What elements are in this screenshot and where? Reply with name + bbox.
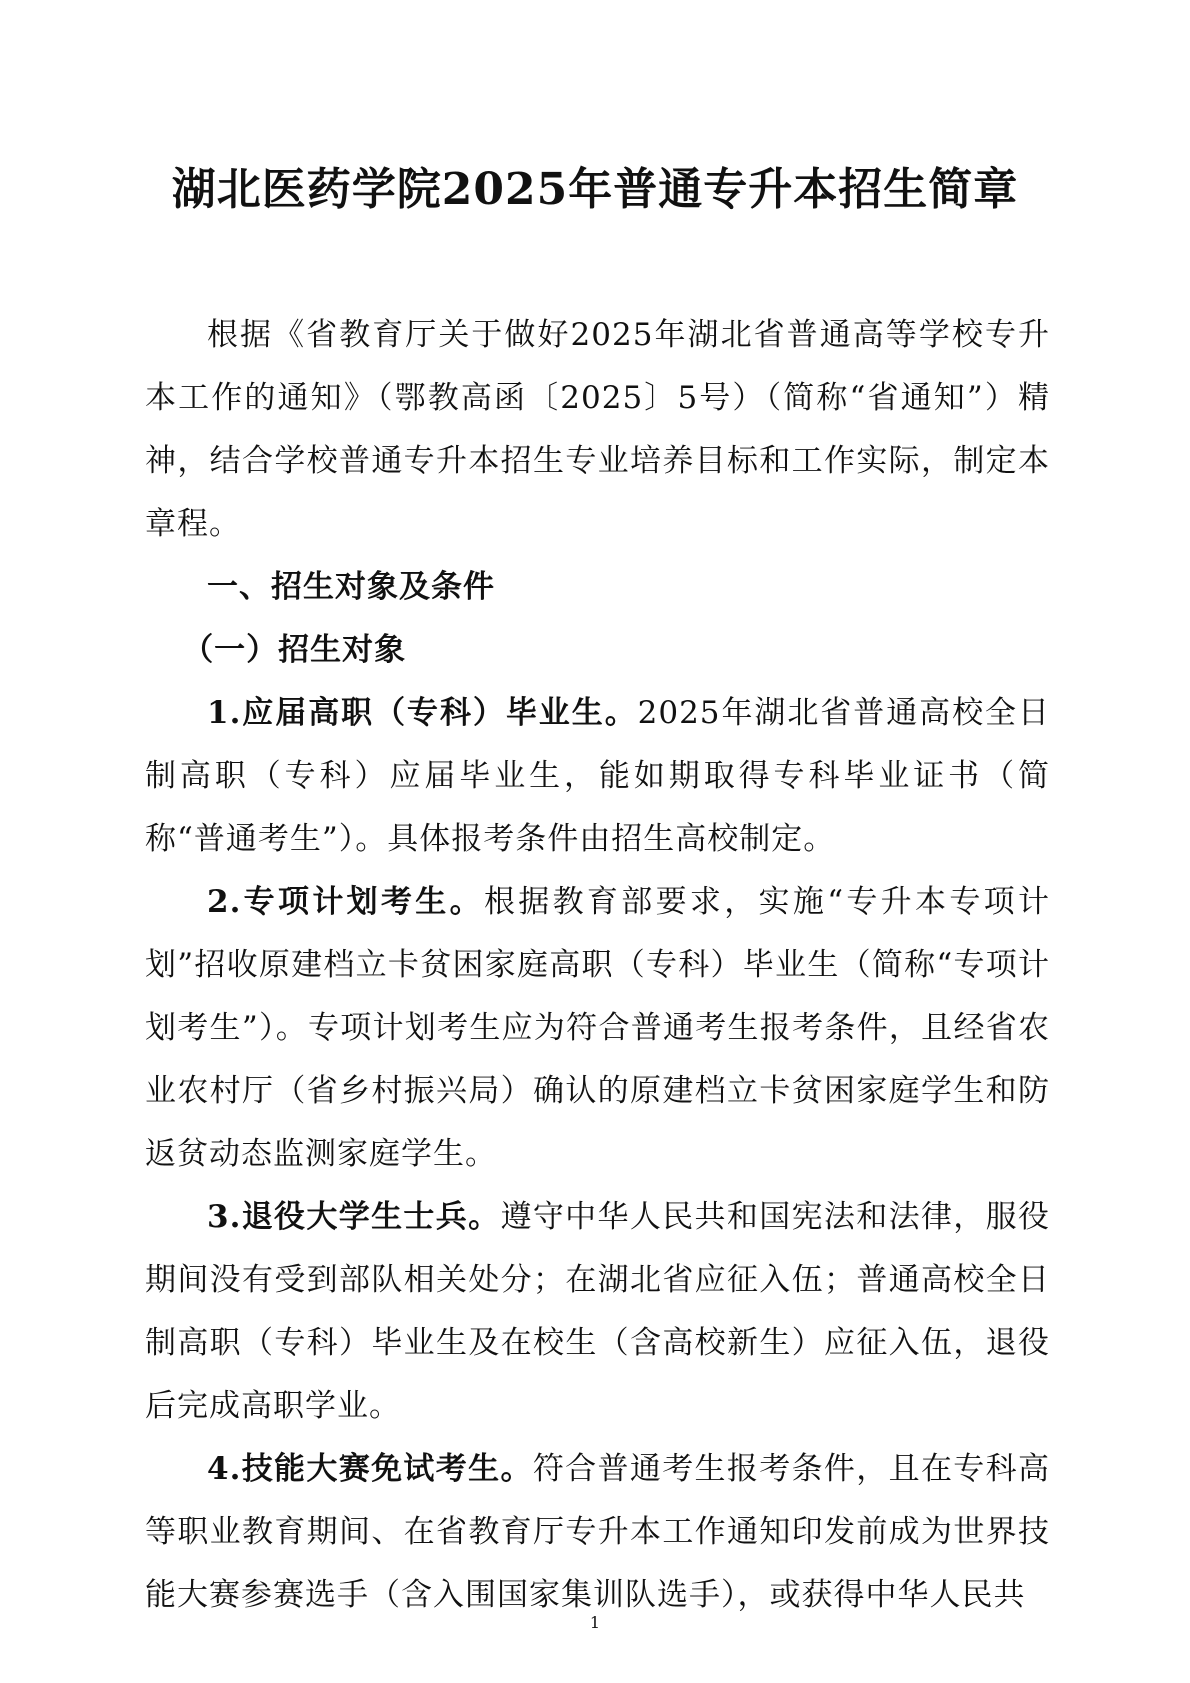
item-lead: 2.专项计划考生。 (207, 884, 484, 920)
item-text: 符合普通考生报考条件，且在专科高等职业教育期间、在省教育厅专升本工作通知印发前成为世界技能大赛参赛选手（含入围国家集训队选手），或获得中华人民共 (145, 1451, 1050, 1613)
intro-paragraph: 根据《省教育厅关于做好2025年湖北省普通高等学校专升本工作的通知》（鄂教高函〔2025〕5号）（简称“省通知”）精神，结合学校普通专升本招生专业培养目标和工作实际，制定本章程。 (145, 317, 1050, 542)
page-number: 1 (589, 1613, 601, 1632)
document-title: 湖北医药学院2025年普通专升本招生简章 (171, 164, 1019, 215)
item-lead: 1.应届高职（专科）毕业生。 (207, 695, 638, 731)
list-item (145, 871, 1050, 1186)
document-body (145, 304, 1050, 1627)
list-item (145, 1438, 1050, 1627)
subsection-heading: （一）招生对象 (182, 632, 407, 668)
item-lead: 3.退役大学生士兵。 (207, 1199, 501, 1235)
list-item (145, 682, 1050, 871)
section-heading: 一、招生对象及条件 (207, 569, 495, 605)
item-text: 2025年湖北省普通高校全日制高职（专科）应届毕业生，能如期取得专科毕业证书（简称“普通考生”）。具体报考条件由招生高校制定。 (145, 695, 1050, 857)
list-item (145, 1186, 1050, 1438)
item-text: 根据教育部要求，实施“专升本专项计划”招收原建档立卡贫困家庭高职（专科）毕业生（简称“专项计划考生”）。专项计划考生应为符合普通考生报考条件，且经省农业农村厅（省乡村振兴局）确认的原建档立卡贫困家庭学生和防返贫动态监测家庭学生。 (145, 884, 1050, 1172)
item-lead: 4.技能大赛免试考生。 (207, 1451, 533, 1487)
item-text: 遵守中华人民共和国宪法和法律，服役期间没有受到部队相关处分；在湖北省应征入伍；普通高校全日制高职（专科）毕业生及在校生（含高校新生）应征入伍，退役后完成高职学业。 (145, 1199, 1050, 1424)
